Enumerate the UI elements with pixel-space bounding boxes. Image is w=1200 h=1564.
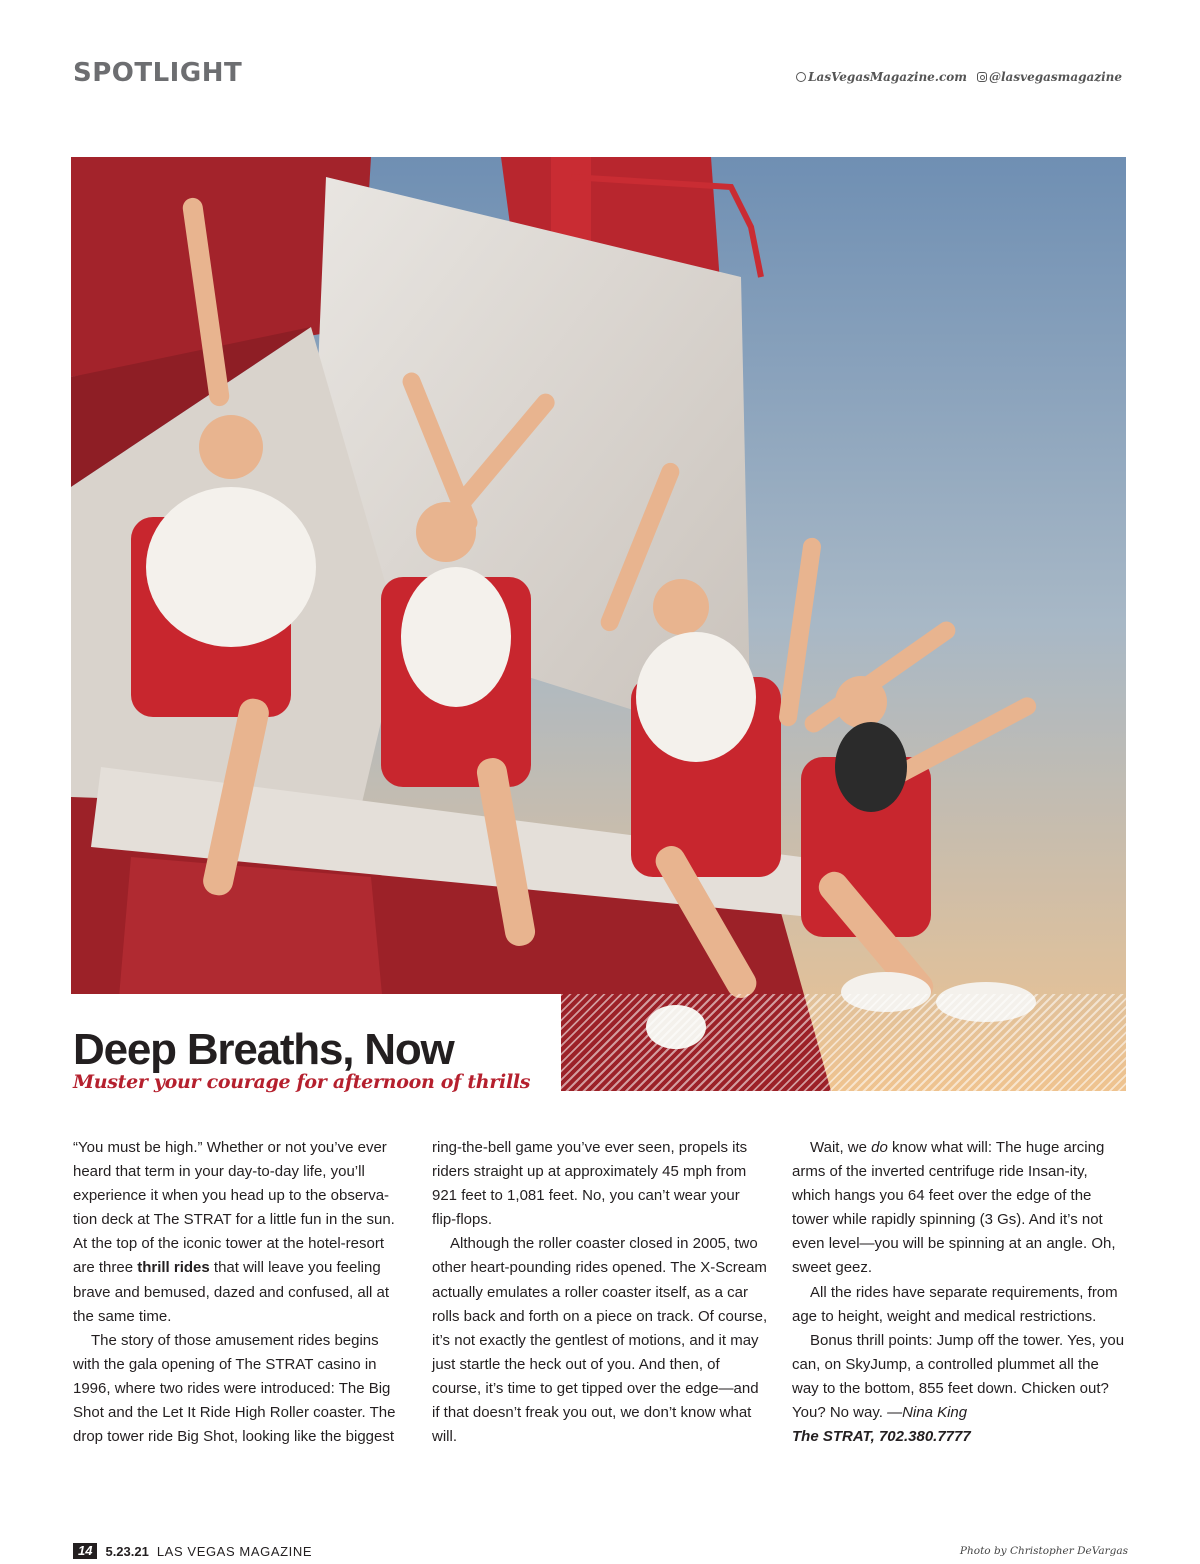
paragraph: The story of those amusement rides begins with the gala opening of The STRAT casino in 1996, where two rides were introduced: The Big Shot and the Let It Ride High Roller coaster. The drop tower ride Big Shot, looking like the biggest [73,1331,396,1446]
text-run: “You must be high.” Whether or not you’ve ever heard that term in your day-to-day life, you’ll experience it when you head up to the observa-tion deck at The STRAT for a little fun in the sun. At the top of the iconic tower at the hotel-resort are three [73,1139,395,1277]
subhead: Muster your courage for afternoon of thrills [73,1071,531,1093]
text-run: know what will: The huge arcing arms of the inverted centrifuge ride Insan-ity, which hangs you 64 feet over the edge of the tower while rapidly spinning (3 Gs). And it’s not even level—you will be spinning at an angle. Oh, sweet geez. [792,1139,1116,1277]
column-2 [432,1136,768,1449]
globe-icon [796,72,806,82]
headline: Deep Breaths, Now [73,1025,454,1074]
column-1 [73,1136,409,1449]
instagram-link[interactable] [977,70,1122,84]
section-label: SPOTLIGHT [73,58,243,88]
paragraph: All the rides have separate requirements, from age to height, weight and medical restrictions. [792,1283,1118,1325]
header-links [796,70,1122,84]
issue-date: 5.23.21 [105,1543,149,1559]
website-text: LasVegasMagazine.com [808,70,967,84]
emphasis: do [871,1139,888,1156]
website-link[interactable] [796,70,967,84]
paragraph: Although the roller coaster closed in 2005, two other heart-pounding rides opened. The X-Scream actually emulates a roller coaster itself, as a car rolls back and forth on a piece on track. Of course, it’s not exactly the gentlest of motions, and it may just startle the heck out of you. And then, of course, it’s time to get tipped over the edge—and if that doesn’t freak you out, we don’t know what will. [432,1235,768,1446]
text-run: Bonus thrill points: Jump off the tower. Yes, you can, on SkyJump, a controlled plummet all the way to the bottom, 855 feet down. Chicken out? You? No way. [792,1331,1125,1422]
thrill-rides-link: thrill rides [137,1259,210,1277]
photo-credit: Photo by Christopher DeVargas [959,1545,1128,1557]
paragraph [73,1136,409,1329]
venue-contact: The STRAT, 702.380.7777 [792,1428,971,1446]
footer [73,1543,312,1559]
paragraph [792,1136,1128,1281]
instagram-icon [977,72,987,82]
text-run: Wait, we [810,1139,872,1156]
instagram-text: @lasvegasmagazine [989,70,1122,84]
paragraph: ring-the-bell game you’ve ever seen, propels its riders straight up at approximately 45 mph from 921 feet to 1,081 feet. No, you can’t wear your flip-flops. [432,1139,748,1229]
byline: —Nina King [887,1404,968,1422]
column-3 [792,1136,1128,1449]
paragraph [792,1329,1128,1425]
magazine-name: LAS VEGAS MAGAZINE [156,1543,313,1559]
thrill-ride-illustration [71,157,1126,1091]
hero-photo [71,157,1126,1091]
hatch-overlay [555,994,1126,1092]
page-number: 14 [73,1543,97,1559]
text-run: that will leave you feeling brave and bemused, dazed and confused, all at the same time. [73,1259,390,1325]
